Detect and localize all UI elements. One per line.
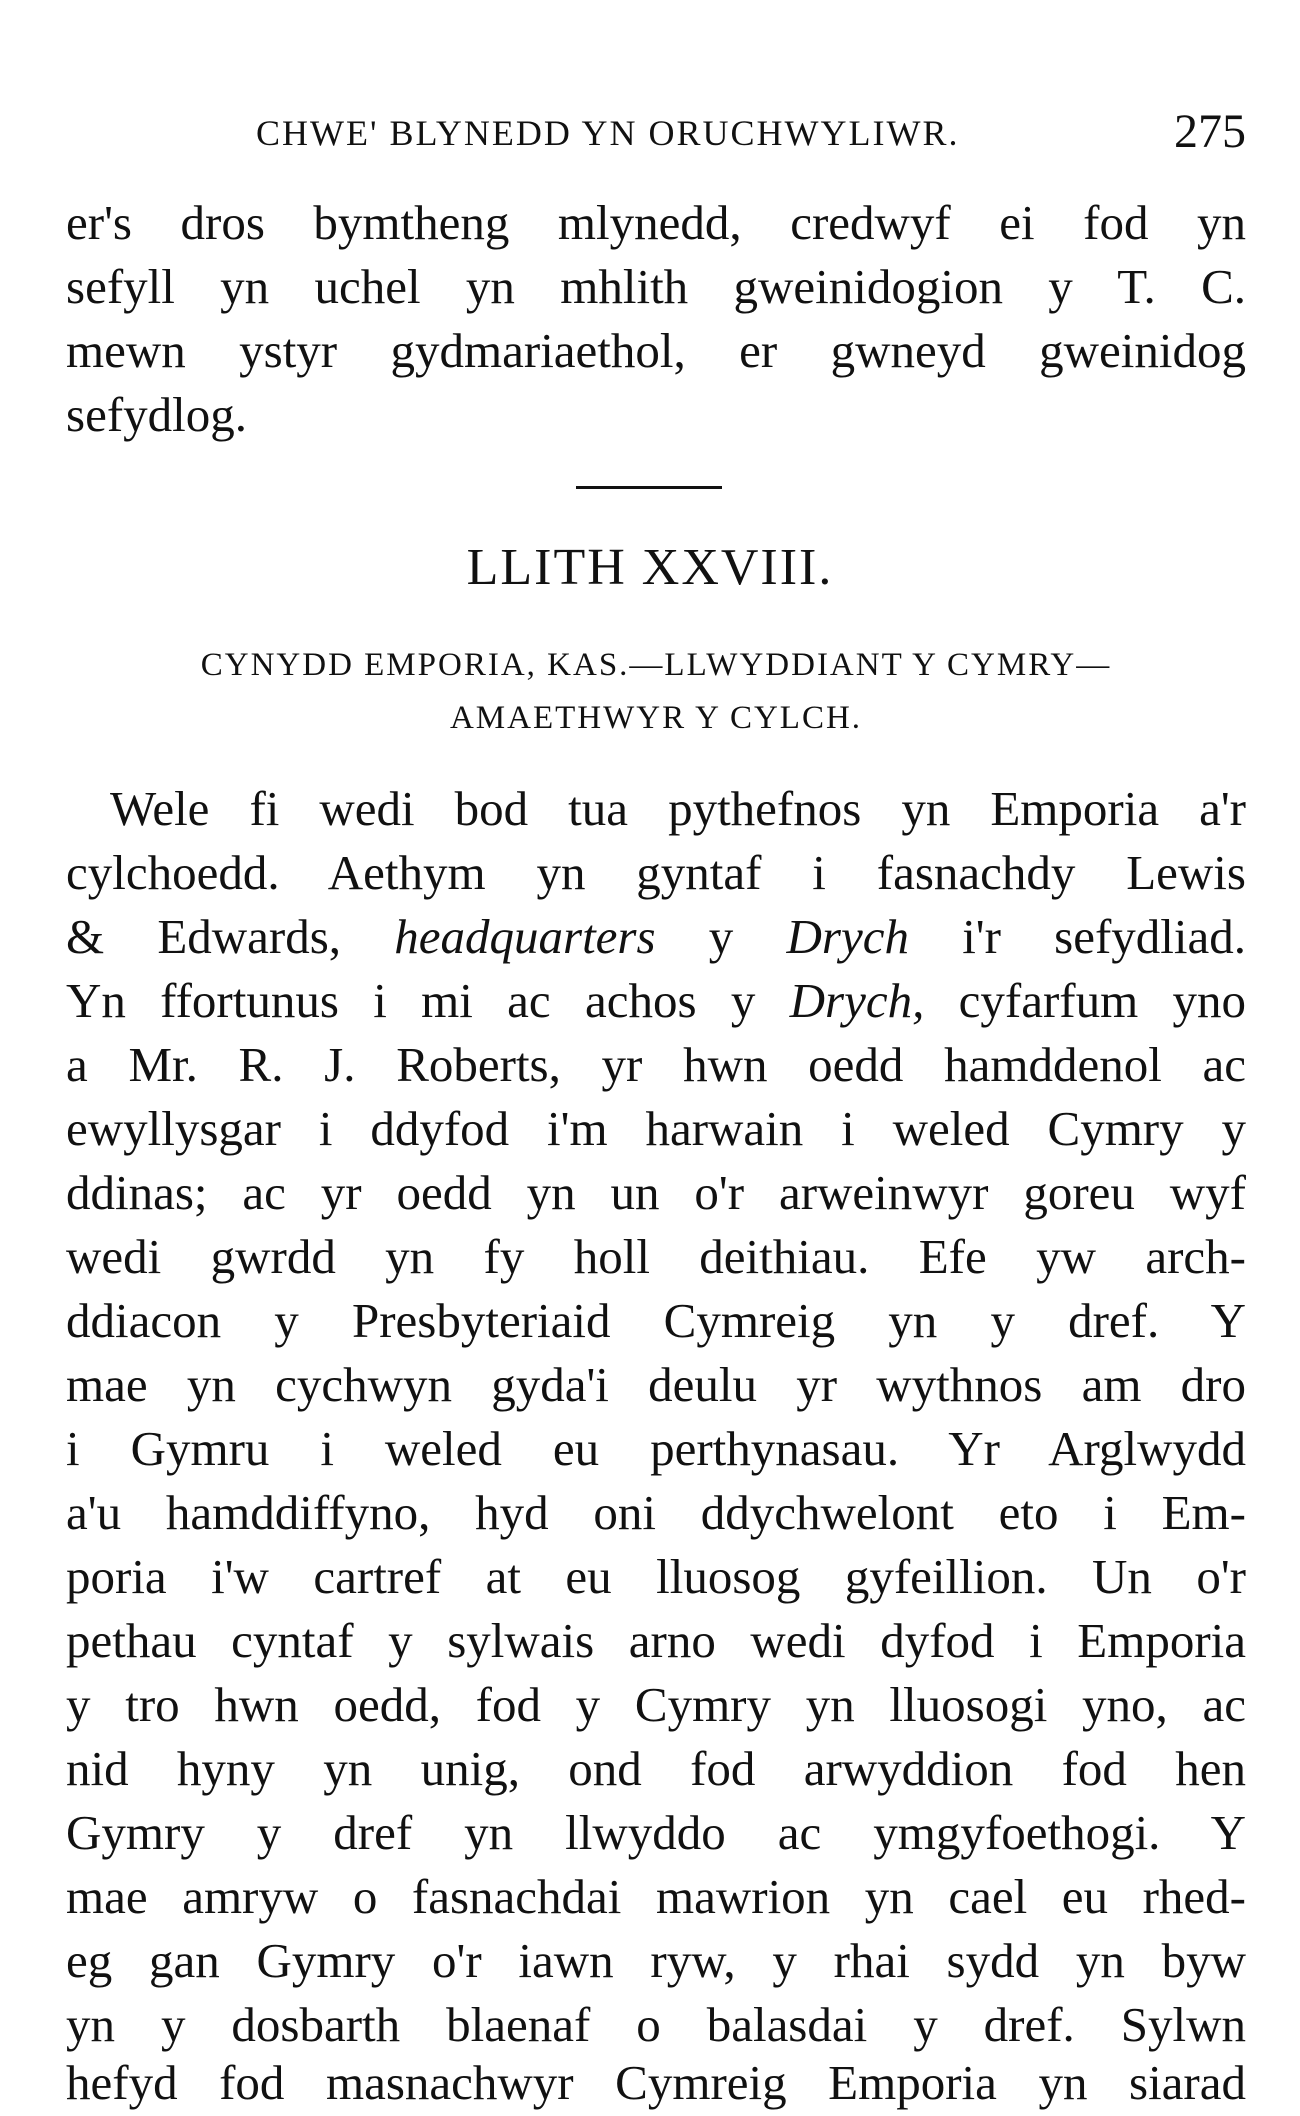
text-line: ddiacon y Presbyteriaid Cymreig yn y dref. Y bbox=[66, 1293, 1246, 1348]
text-line: mewn ystyr gydmariaethol, er gwneyd gweinidog bbox=[66, 323, 1246, 378]
text-line: i Gymru i weled eu perthynasau. Yr Arglwydd bbox=[66, 1421, 1246, 1476]
section-divider bbox=[576, 486, 722, 489]
text-line: a'u hamddiffyno, hyd oni ddychwelont eto i Em- bbox=[66, 1485, 1246, 1540]
text-line: y tro hwn oedd, fod y Cymry yn lluosogi yno, ac bbox=[66, 1677, 1246, 1732]
text-line: cylchoedd. Aethym yn gyntaf i fasnachdy Lewis bbox=[66, 845, 1246, 900]
text-line: sefyll yn uchel yn mhlith gweinidogion y T. C. bbox=[66, 259, 1246, 314]
page-number: 275 bbox=[1174, 105, 1246, 158]
text-line: ewyllysgar i ddyfod i'm harwain i weled Cymry y bbox=[66, 1101, 1246, 1156]
text-line: wedi gwrdd yn fy holl deithiau. Efe yw arch- bbox=[66, 1229, 1246, 1284]
chapter-summary-line: AMAETHWYR Y CYLCH. bbox=[449, 700, 863, 736]
text-line: mae amryw o fasnachdai mawrion yn cael eu rhed- bbox=[66, 1869, 1246, 1924]
text-span: Yn ffortunus i mi ac achos y bbox=[66, 973, 756, 1028]
text-line: hefyd fod masnachwyr Cymreig Emporia yn siarad bbox=[66, 2055, 1246, 2110]
text-line: a Mr. R. J. Roberts, yr hwn oedd hamddenol ac bbox=[66, 1037, 1246, 1092]
text-span: i'r sefydliad. bbox=[962, 909, 1247, 964]
chapter-title: LLITH XXVIII. bbox=[466, 539, 834, 596]
text-line bbox=[66, 970, 1246, 1032]
text-line: Wele fi wedi bod tua pythefnos yn Emporia a'r bbox=[110, 781, 1246, 836]
text-span: cyfarfum yno bbox=[958, 973, 1246, 1028]
italic-term: headquarters bbox=[394, 909, 656, 964]
text-line: er's dros bymtheng mlynedd, credwyf ei fod yn bbox=[66, 195, 1246, 250]
text-line bbox=[66, 906, 1246, 968]
text-line: Gymry y dref yn llwyddo ac ymgyfoethogi. Y bbox=[66, 1805, 1246, 1860]
text-span: y bbox=[708, 909, 734, 964]
italic-term: Drych bbox=[786, 909, 909, 964]
text-line: poria i'w cartref at eu lluosog gyfeillion. Un o'r bbox=[66, 1549, 1246, 1604]
text-line: nid hyny yn unig, ond fod arwyddion fod hen bbox=[66, 1741, 1246, 1796]
text-line: mae yn cychwyn gyda'i deulu yr wythnos am dro bbox=[66, 1357, 1246, 1412]
text-line: pethau cyntaf y sylwais arno wedi dyfod i Emporia bbox=[66, 1613, 1246, 1668]
chapter-summary-line: CYNYDD EMPORIA, KAS.—LLWYDDIANT Y CYMRY— bbox=[200, 647, 1112, 683]
text-line: ddinas; ac yr oedd yn un o'r arweinwyr goreu wyf bbox=[66, 1165, 1246, 1220]
text-line: eg gan Gymry o'r iawn ryw, y rhai sydd yn byw bbox=[66, 1933, 1246, 1988]
running-title: CHWE' BLYNEDD YN ORUCHWYLIWR. bbox=[256, 113, 960, 153]
text-line: sefydlog. bbox=[66, 387, 247, 442]
italic-term: Drych, bbox=[789, 973, 925, 1028]
text-span: & Edwards, bbox=[66, 909, 342, 964]
text-line: yn y dosbarth blaenaf o balasdai y dref. Sylwn bbox=[66, 1997, 1246, 2052]
running-header bbox=[66, 105, 1246, 158]
